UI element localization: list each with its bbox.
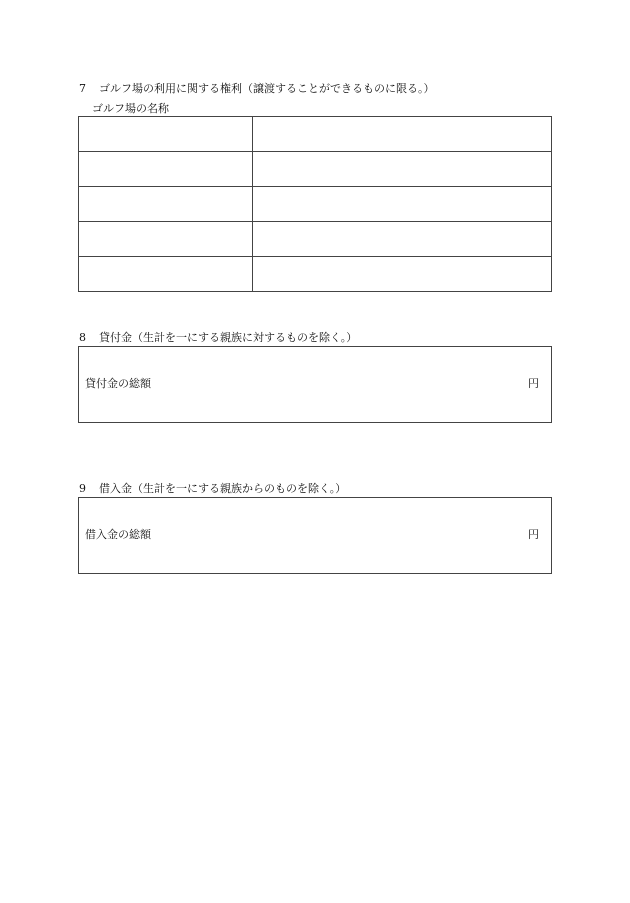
golf-course-detail-cell[interactable] bbox=[253, 187, 552, 222]
golf-course-name-cell[interactable] bbox=[79, 257, 253, 292]
section-8-number: 8 bbox=[79, 331, 86, 344]
loan-receivable-total-label: 貸付金の総額 bbox=[85, 377, 151, 390]
borrowings-total-label: 借入金の総額 bbox=[85, 528, 151, 541]
section-7-title: ゴルフ場の利用に関する権利（譲渡することができるものに限る。） bbox=[99, 82, 435, 95]
section-7-number: 7 bbox=[79, 82, 86, 95]
golf-course-detail-cell[interactable] bbox=[253, 222, 552, 257]
golf-course-name-cell[interactable] bbox=[79, 152, 253, 187]
section-9-title: 借入金（生計を一にする親族からのものを除く。） bbox=[99, 482, 347, 495]
section-9-number: 9 bbox=[79, 482, 86, 495]
section-9-heading bbox=[79, 482, 346, 496]
section-8-title: 貸付金（生計を一にする親族に対するものを除く。） bbox=[99, 331, 358, 344]
golf-course-name-cell[interactable] bbox=[79, 117, 253, 152]
table-row bbox=[79, 117, 552, 152]
borrowings-box[interactable] bbox=[78, 497, 552, 574]
section-7-heading bbox=[79, 82, 435, 96]
yen-unit: 円 bbox=[528, 377, 539, 390]
table-row bbox=[79, 257, 552, 292]
golf-course-detail-cell[interactable] bbox=[253, 152, 552, 187]
yen-unit: 円 bbox=[528, 528, 539, 541]
golf-course-name-cell[interactable] bbox=[79, 222, 253, 257]
table-row bbox=[79, 222, 552, 257]
golf-course-detail-cell[interactable] bbox=[253, 117, 552, 152]
table-row bbox=[79, 187, 552, 222]
section-8-heading bbox=[79, 331, 357, 345]
table-row bbox=[79, 152, 552, 187]
golf-course-name-label: ゴルフ場の名称 bbox=[92, 102, 169, 115]
golf-course-name-cell[interactable] bbox=[79, 187, 253, 222]
loan-receivable-box[interactable] bbox=[78, 346, 552, 423]
golf-course-table bbox=[78, 116, 552, 292]
golf-course-detail-cell[interactable] bbox=[253, 257, 552, 292]
